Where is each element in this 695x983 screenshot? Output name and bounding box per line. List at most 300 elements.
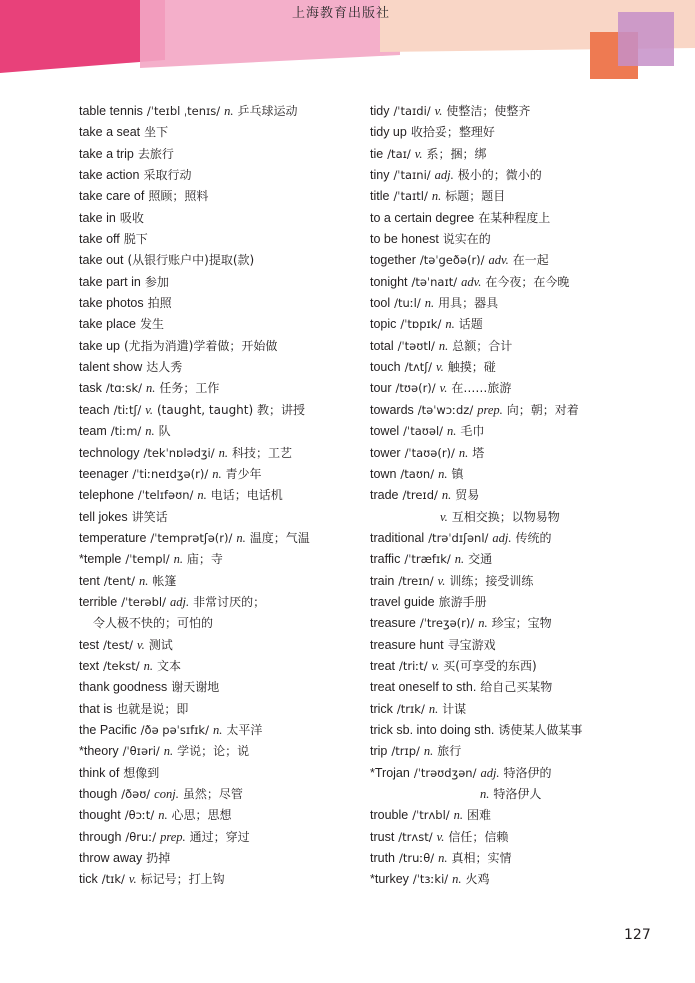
part-of-speech: adj. xyxy=(169,594,190,609)
headword: to be honest xyxy=(370,232,439,247)
definition: 测试 xyxy=(148,637,173,652)
pronunciation: /taɪ/ xyxy=(387,146,411,161)
definition: 也就是说；即 xyxy=(116,701,189,716)
headword: take care of xyxy=(79,189,145,204)
glossary-entry xyxy=(79,506,364,527)
definition: 扔掉 xyxy=(146,851,171,866)
definition: 任务；工作 xyxy=(159,381,220,396)
definition: 谢天谢地 xyxy=(171,680,220,695)
glossary-entry xyxy=(79,399,364,420)
pronunciation: /tʊə(r)/ xyxy=(395,381,436,396)
headword: terrible xyxy=(79,594,118,609)
pronunciation: /ˈtaʊəl/ xyxy=(403,424,444,439)
definition: 镇 xyxy=(451,466,464,481)
pronunciation: /tekˈnɒlədʒi/ xyxy=(143,445,215,460)
headword: tell jokes xyxy=(79,509,128,524)
definition: 火鸡 xyxy=(465,872,490,887)
pronunciation: /treɪd/ xyxy=(402,488,438,503)
part-of-speech: n. xyxy=(218,445,228,460)
part-of-speech: n. xyxy=(143,658,153,673)
definition: 极小的；微小的 xyxy=(457,168,542,183)
pronunciation: /ˈtaʊə(r)/ xyxy=(404,445,455,460)
glossary-entry xyxy=(370,271,670,292)
definition: 科技；工艺 xyxy=(231,445,292,460)
definition: 给自己买某物 xyxy=(480,680,553,695)
pronunciation: /ˈtreʒə(r)/ xyxy=(419,616,475,631)
pronunciation: /trɪk/ xyxy=(396,701,425,716)
definition: 采取行动 xyxy=(143,168,192,183)
glossary-entry xyxy=(370,591,670,612)
part-of-speech: v. xyxy=(136,637,145,652)
part-of-speech: prep. xyxy=(477,402,503,417)
headword: towel xyxy=(370,424,400,439)
definition: 太平洋 xyxy=(226,722,263,737)
headword: team xyxy=(79,424,107,439)
definition: 互相交换；以物易物 xyxy=(451,509,560,524)
glossary-entry xyxy=(370,655,670,676)
definition: 特洛伊人 xyxy=(493,787,542,801)
headword: tour xyxy=(370,381,392,396)
glossary-entry xyxy=(370,676,670,697)
glossary-entry xyxy=(370,698,670,719)
part-of-speech: v. xyxy=(431,658,440,673)
definition: 心思；思想 xyxy=(171,808,232,823)
headword: table tennis xyxy=(79,104,143,118)
glossary-entry xyxy=(370,826,670,847)
pronunciation: /ˈtɜːki/ xyxy=(412,872,449,887)
glossary-entry xyxy=(370,100,670,121)
part-of-speech: v. xyxy=(439,381,448,396)
definition: 系；捆；绑 xyxy=(426,146,487,161)
definition: 乒乓球运动 xyxy=(237,104,298,118)
headword: through xyxy=(79,829,122,844)
headword: treat oneself to sth. xyxy=(370,680,477,695)
glossary-entry xyxy=(370,313,670,334)
definition: 说实在的 xyxy=(442,232,491,247)
glossary-entry xyxy=(79,463,364,484)
glossary-entry xyxy=(370,612,670,633)
definition: 特洛伊的 xyxy=(503,765,552,780)
headword: *Trojan xyxy=(370,765,410,780)
definition: 旅游手册 xyxy=(438,594,487,609)
part-of-speech: n. xyxy=(212,722,223,737)
headword: that is xyxy=(79,701,113,716)
part-of-speech: n. xyxy=(173,552,183,567)
part-of-speech: n. xyxy=(452,872,462,887)
glossary-entry xyxy=(79,783,364,804)
definition: 发生 xyxy=(139,317,164,332)
part-of-speech: v. xyxy=(440,509,448,524)
glossary-entry xyxy=(79,612,364,633)
glossary-entry xyxy=(79,719,364,740)
glossary-entry xyxy=(79,762,364,783)
headword: total xyxy=(370,338,394,353)
definition: 总额；合计 xyxy=(452,338,513,353)
glossary-entry xyxy=(79,570,364,591)
part-of-speech: n. xyxy=(458,445,469,460)
definition: (从银行账户中)提取(款) xyxy=(127,253,255,268)
pronunciation: /ˈtaɪni/ xyxy=(393,168,431,183)
headword: trade xyxy=(370,488,399,503)
glossary-entry xyxy=(79,442,364,463)
glossary-entry xyxy=(370,249,670,270)
left-glossary-column xyxy=(79,100,364,890)
glossary-entry xyxy=(370,762,670,783)
headword: *temple xyxy=(79,552,122,567)
part-of-speech: n. xyxy=(480,787,490,801)
glossary-entry xyxy=(79,185,364,206)
headword: take part in xyxy=(79,274,141,289)
definition: 真相；实情 xyxy=(451,851,512,866)
headword: talent show xyxy=(79,360,143,375)
headword: take out xyxy=(79,253,124,268)
definition: 标记号；打上钩 xyxy=(140,872,225,887)
glossary-entry xyxy=(370,719,670,740)
headword: text xyxy=(79,658,100,673)
pronunciation: /θɔːt/ xyxy=(124,808,155,823)
glossary-entry xyxy=(79,868,364,889)
glossary-entry xyxy=(370,121,670,142)
part-of-speech: v. xyxy=(436,829,445,844)
part-of-speech: conj. xyxy=(154,787,179,801)
headword: tidy xyxy=(370,104,390,118)
glossary-entry xyxy=(79,847,364,868)
definition: 在……旅游 xyxy=(451,381,512,396)
definition: 参加 xyxy=(144,274,169,289)
pronunciation: /tiːm/ xyxy=(110,424,142,439)
glossary-entry xyxy=(79,740,364,761)
part-of-speech: n. xyxy=(197,488,207,503)
part-of-speech: v. xyxy=(414,146,423,161)
headword: tie xyxy=(370,146,384,161)
headword: tower xyxy=(370,445,401,460)
definition: 达人秀 xyxy=(146,360,183,375)
headword: take a trip xyxy=(79,146,134,161)
part-of-speech: v. xyxy=(436,360,444,375)
definition: 坐下 xyxy=(144,125,169,140)
glossary-entry xyxy=(79,655,364,676)
part-of-speech: n. xyxy=(454,552,465,567)
headword: task xyxy=(79,381,102,396)
part-of-speech: n. xyxy=(438,851,448,866)
pronunciation: /trʌst/ xyxy=(398,829,433,844)
glossary-entry xyxy=(79,143,364,164)
definition: 帐篷 xyxy=(152,573,177,588)
part-of-speech: prep. xyxy=(160,829,186,844)
pronunciation: /ˈterəbl/ xyxy=(121,594,166,609)
definition: 收拾妥；整理好 xyxy=(410,125,495,140)
glossary-entry xyxy=(370,847,670,868)
definition: 非常讨厌的； xyxy=(193,594,266,609)
definition: 旅行 xyxy=(437,744,462,759)
glossary-entry xyxy=(370,548,670,569)
pronunciation: /tʌtʃ/ xyxy=(404,360,433,375)
definition: 温度；气温 xyxy=(249,530,310,545)
glossary-entry xyxy=(79,228,364,249)
glossary-entry xyxy=(79,335,364,356)
headword: trouble xyxy=(370,808,409,823)
definition: 虽然；尽管 xyxy=(182,787,243,801)
glossary-entry xyxy=(79,676,364,697)
glossary-entry xyxy=(79,420,364,441)
part-of-speech: n. xyxy=(478,616,488,631)
headword: though xyxy=(79,787,118,801)
glossary-entry xyxy=(79,377,364,398)
definition: 想像到 xyxy=(123,765,160,780)
glossary-entry xyxy=(79,164,364,185)
definition: 照顾；照料 xyxy=(148,189,209,204)
headword: take off xyxy=(79,232,120,247)
definition: 吸收 xyxy=(119,210,144,225)
headword: trick sb. into doing sth. xyxy=(370,722,495,737)
definition: 计谋 xyxy=(442,701,467,716)
definition: 训练；接受训练 xyxy=(449,573,534,588)
headword: truth xyxy=(370,851,396,866)
headword: town xyxy=(370,466,397,481)
glossary-entry xyxy=(370,634,670,655)
headword: together xyxy=(370,253,416,268)
pronunciation: /tent/ xyxy=(103,573,135,588)
definition: 讲笑话 xyxy=(131,509,168,524)
definition: 使整洁；使整齐 xyxy=(446,104,531,118)
pronunciation: /truːθ/ xyxy=(399,851,435,866)
pronunciation: /test/ xyxy=(103,637,133,652)
glossary-entry xyxy=(79,591,364,612)
pronunciation: /ˈtemprətʃə(r)/ xyxy=(150,530,233,545)
definition: 诱使某人做某事 xyxy=(498,722,583,737)
glossary-entry xyxy=(79,271,364,292)
pronunciation: /ˈθɪəri/ xyxy=(122,744,160,759)
part-of-speech: n. xyxy=(146,381,156,396)
headword: teach xyxy=(79,402,110,417)
glossary-entry xyxy=(370,143,670,164)
glossary-entry xyxy=(79,207,364,228)
headword: the Pacific xyxy=(79,722,137,737)
part-of-speech: n. xyxy=(224,104,234,118)
headword: technology xyxy=(79,445,140,460)
pronunciation: /ˈtrəʊdʒən/ xyxy=(413,765,477,780)
pronunciation: /ˈteɪbl ˌtenɪs/ xyxy=(146,104,221,118)
glossary-entry xyxy=(79,527,364,548)
headword: think of xyxy=(79,765,120,780)
part-of-speech: adj. xyxy=(434,168,454,183)
definition: 困难 xyxy=(467,808,492,823)
pronunciation: /ðə pəˈsɪfɪk/ xyxy=(140,722,209,737)
definition: 信任；信赖 xyxy=(448,829,509,844)
definition: 珍宝；宝物 xyxy=(491,616,552,631)
part-of-speech: adv. xyxy=(488,253,509,268)
pronunciation: /trɪp/ xyxy=(391,744,420,759)
glossary-entry xyxy=(370,527,670,548)
pronunciation: /ðəʊ/ xyxy=(121,787,151,801)
part-of-speech: n. xyxy=(158,808,168,823)
part-of-speech: n. xyxy=(428,701,439,716)
definition: 在一起 xyxy=(512,253,549,268)
headword: train xyxy=(370,573,395,588)
part-of-speech: n. xyxy=(438,466,448,481)
pronunciation: /taʊn/ xyxy=(400,466,435,481)
pronunciation: /tɑːsk/ xyxy=(105,381,143,396)
headword: to a certain degree xyxy=(370,210,475,225)
part-of-speech: adv. xyxy=(461,274,482,289)
definition: (taught, taught) 教；讲授 xyxy=(157,402,305,417)
part-of-speech: v. xyxy=(145,402,154,417)
definition: 青少年 xyxy=(225,466,262,481)
definition: 去旅行 xyxy=(137,146,174,161)
glossary-entry xyxy=(370,463,670,484)
definition: 学说；论；说 xyxy=(177,744,250,759)
definition: 文本 xyxy=(156,658,181,673)
headword: travel guide xyxy=(370,594,435,609)
part-of-speech: adj. xyxy=(480,765,500,780)
pronunciation: /tuːl/ xyxy=(394,296,421,311)
definition: 贸易 xyxy=(455,488,480,503)
headword: tidy up xyxy=(370,125,407,140)
part-of-speech: n. xyxy=(163,744,174,759)
pronunciation: /ˈtræfɪk/ xyxy=(404,552,451,567)
definition: 买(可享受的东西) xyxy=(443,658,537,673)
glossary-entry xyxy=(370,484,670,505)
glossary-entry xyxy=(370,399,670,420)
headword: thought xyxy=(79,808,121,823)
pronunciation: /ˈtaɪtl/ xyxy=(393,189,428,204)
definition: 拍照 xyxy=(147,296,172,311)
part-of-speech: n. xyxy=(431,189,442,204)
headword: treat xyxy=(370,658,396,673)
pronunciation: /ˈtempl/ xyxy=(125,552,170,567)
glossary-entry xyxy=(79,548,364,569)
headword: throw away xyxy=(79,851,143,866)
headword: trip xyxy=(370,744,388,759)
part-of-speech: v. xyxy=(128,872,137,887)
headword: temperature xyxy=(79,530,147,545)
glossary-entry xyxy=(370,207,670,228)
pronunciation: /ˈtelɪfəʊn/ xyxy=(137,488,194,503)
definition: 用具；器具 xyxy=(438,296,499,311)
glossary-entry xyxy=(370,783,670,804)
part-of-speech: n. xyxy=(438,338,449,353)
definition: 队 xyxy=(158,424,171,439)
part-of-speech: n. xyxy=(145,424,155,439)
glossary-entry xyxy=(370,868,670,889)
pronunciation: /ˈtiːneɪdʒə(r)/ xyxy=(132,466,209,481)
definition: (尤指为消遣)学着做；开始做 xyxy=(124,338,278,353)
headword: take place xyxy=(79,317,136,332)
pronunciation: /təˈgeðə(r)/ xyxy=(419,253,485,268)
part-of-speech: n. xyxy=(441,488,452,503)
headword: tonight xyxy=(370,274,408,289)
headword: take photos xyxy=(79,296,144,311)
glossary-entry xyxy=(370,292,670,313)
glossary-entry xyxy=(370,228,670,249)
definition: 脱下 xyxy=(123,232,148,247)
headword: trick xyxy=(370,701,393,716)
headword: take up xyxy=(79,338,121,353)
headword: thank goodness xyxy=(79,680,168,695)
part-of-speech: n. xyxy=(236,530,246,545)
part-of-speech: n. xyxy=(447,424,457,439)
glossary-entry xyxy=(79,249,364,270)
headword: trust xyxy=(370,829,395,844)
pronunciation: /triːt/ xyxy=(399,658,428,673)
glossary-entry xyxy=(370,570,670,591)
definition: 在某种程度上 xyxy=(478,210,551,225)
pronunciation: /tekst/ xyxy=(103,658,140,673)
part-of-speech: n. xyxy=(423,744,434,759)
glossary-entry xyxy=(370,506,670,527)
pronunciation: /ˈtəʊtl/ xyxy=(397,338,435,353)
glossary-entry xyxy=(370,420,670,441)
headword: tiny xyxy=(370,168,390,183)
definition: 标题；题目 xyxy=(445,189,506,204)
glossary-entry xyxy=(370,335,670,356)
glossary-entry xyxy=(79,121,364,142)
part-of-speech: n. xyxy=(212,466,222,481)
pronunciation: /θruː/ xyxy=(125,829,157,844)
part-of-speech: v. xyxy=(437,573,446,588)
headword: *theory xyxy=(79,744,119,759)
glossary-entry xyxy=(79,100,364,121)
glossary-entry xyxy=(79,804,364,825)
right-glossary-column xyxy=(370,100,670,890)
glossary-entry xyxy=(370,356,670,377)
headword: take action xyxy=(79,168,140,183)
definition: 塔 xyxy=(472,445,485,460)
headword: tool xyxy=(370,296,391,311)
headword: traffic xyxy=(370,552,401,567)
pronunciation: /trəˈdɪʃənl/ xyxy=(428,530,489,545)
definition: 庙；寺 xyxy=(186,552,223,567)
glossary-entry xyxy=(79,313,364,334)
headword: topic xyxy=(370,317,397,332)
headword: *turkey xyxy=(370,872,409,887)
glossary-entry xyxy=(370,185,670,206)
headword: treasure hunt xyxy=(370,637,444,652)
definition: 交通 xyxy=(468,552,493,567)
part-of-speech: v. xyxy=(434,104,443,118)
definition: 传统的 xyxy=(515,530,552,545)
pronunciation: /treɪn/ xyxy=(398,573,434,588)
pronunciation: /təˈwɔːdz/ xyxy=(417,402,474,417)
page-number: 127 xyxy=(624,927,651,943)
pronunciation: /tiːtʃ/ xyxy=(113,402,142,417)
definition: 令人极不快的；可怕的 xyxy=(93,616,214,631)
glossary-entry xyxy=(79,484,364,505)
definition: 在今夜；在今晚 xyxy=(485,274,570,289)
glossary-entry xyxy=(79,356,364,377)
part-of-speech: n. xyxy=(445,317,455,332)
headword: teenager xyxy=(79,466,129,481)
glossary-entry xyxy=(79,698,364,719)
definition: 向；朝；对着 xyxy=(506,402,579,417)
headword: tent xyxy=(79,573,100,588)
glossary-entry xyxy=(370,164,670,185)
headword: towards xyxy=(370,402,414,417)
headword: traditional xyxy=(370,530,425,545)
headword: tick xyxy=(79,872,98,887)
definition: 通过；穿过 xyxy=(189,829,250,844)
definition: 寻宝游戏 xyxy=(447,637,496,652)
glossary-entry xyxy=(370,442,670,463)
pronunciation: /ˈtaɪdi/ xyxy=(393,104,431,118)
headword: take in xyxy=(79,210,116,225)
definition: 毛巾 xyxy=(460,424,485,439)
part-of-speech: n. xyxy=(138,573,149,588)
pronunciation: /təˈnaɪt/ xyxy=(411,274,458,289)
pronunciation: /tɪk/ xyxy=(101,872,125,887)
glossary-entry xyxy=(79,634,364,655)
definition: 触摸；碰 xyxy=(447,360,496,375)
